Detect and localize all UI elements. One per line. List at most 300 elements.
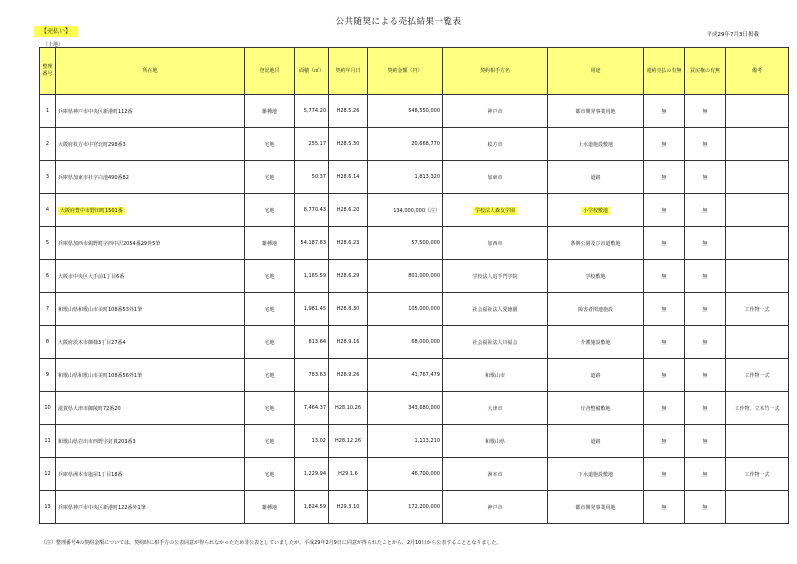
cell-location [56,425,245,458]
cell-party-text: 神戸市 [487,108,503,115]
cell-amount-text: 1,813,320 [414,174,440,180]
cell-cancel [644,128,685,161]
cell-restrict [685,326,726,359]
cell-remarks-text: 工作物一式 [744,372,770,379]
cell-area [295,458,329,491]
cell-location [56,326,245,359]
cell-cancel [644,359,685,392]
cell-restrict [685,359,726,392]
cell-area [295,260,329,293]
table-row [40,326,789,359]
header-area: 面積（㎡） [295,48,329,95]
cell-no-text: 4 [45,207,50,213]
cell-category [245,260,295,293]
cell-party [443,260,548,293]
cell-remarks [726,161,789,194]
cell-contract-date-text: H28.10.26 [334,405,362,411]
table-row [40,260,789,293]
cell-use [548,293,644,326]
cell-area [295,326,329,359]
cell-cancel [644,260,685,293]
cell-area-text: 54,187.83 [300,240,326,246]
cell-area-text: 13.02 [311,438,326,444]
cell-location [56,227,245,260]
cell-no-text: 7 [45,306,50,312]
cell-party-text: 大津市 [487,405,503,412]
cell-cancel-text: 無 [661,306,667,313]
cell-category-text: 宅地 [264,207,275,214]
cell-amount [368,359,443,392]
table-row [40,425,789,458]
cell-party [443,326,548,359]
cell-contract-date-text: H28.12.26 [334,438,362,444]
cell-category-text: 宅地 [264,273,275,280]
page-title: 公共随契による売払結果一覧表 [335,17,462,27]
section-label: 【売払い】 [34,26,78,37]
cell-remarks [726,425,789,458]
cell-category [245,161,295,194]
cell-contract-date-text: H28.6.29 [336,273,360,279]
cell-use-text: 条例公園及び市道敷地 [570,240,621,247]
cell-category [245,491,295,524]
cell-use-text: 小学校敷地 [582,207,608,214]
table-row [40,392,789,425]
cell-amount [368,293,443,326]
cell-no [40,293,56,326]
cell-contract-date-text: H29.3.10 [336,504,360,510]
cell-cancel [644,326,685,359]
cell-category-text: 宅地 [264,306,275,313]
cell-no [40,227,56,260]
cell-cancel [644,425,685,458]
cell-amount-text: 68,000,000 [411,339,440,345]
cell-use [548,326,644,359]
cell-contract-date [329,392,368,425]
table-row [40,293,789,326]
cell-contract-date [329,359,368,392]
cell-contract-date [329,161,368,194]
table-row [40,359,789,392]
cell-amount-text: 46,700,000 [411,471,440,477]
cell-no [40,491,56,524]
cell-area-text: 7,464.37 [303,405,326,411]
cell-party [443,128,548,161]
cell-restrict [685,95,726,128]
cell-use-text: 道路 [590,438,601,445]
cell-no [40,359,56,392]
cell-area [295,293,329,326]
cell-contract-date [329,260,368,293]
cell-cancel [644,458,685,491]
cell-amount [368,326,443,359]
cell-area [295,227,329,260]
table-row [40,95,789,128]
cell-no-text: 11 [44,438,51,444]
cell-contract-date-text: H28.9.26 [336,372,360,378]
cell-location [56,293,245,326]
cell-party [443,458,548,491]
cell-restrict-text: 無 [702,306,708,313]
cell-location-text: 大阪市中央区大手前1丁目6番 [58,273,125,280]
cell-no [40,95,56,128]
cell-remarks [726,458,789,491]
cell-area [295,161,329,194]
cell-location [56,128,245,161]
cell-amount-text: 41,767,479 [411,372,440,378]
cell-cancel [644,194,685,227]
cell-location [56,260,245,293]
cell-location-text: 大阪府茨木市御様3丁目27番4 [58,339,126,346]
header-restrict: 買戻権の有無 [685,48,726,95]
cell-area-text: 255.17 [308,141,326,147]
cell-contract-date [329,95,368,128]
cell-restrict [685,128,726,161]
cell-amount-text: 172,200,000 [408,504,440,510]
cell-no [40,128,56,161]
footnote: （注）整理番号4の契約金額については、契約時に相手方の公表同意が得られなかったため非公表としていましたが、平成29年2月9日に同意が得られたことから、2月10日から公表することとなりました。 [41,540,502,546]
cell-use [548,458,644,491]
cell-category [245,95,295,128]
header-location: 所在地 [56,48,245,95]
cell-category [245,128,295,161]
cell-use-text: 上水道施設敷地 [577,141,613,148]
cell-use [548,425,644,458]
cell-no-text: 5 [45,240,50,246]
cell-amount-text: 1,113,210 [414,438,440,444]
cell-cancel-text: 無 [661,207,667,214]
cell-no [40,194,56,227]
cell-use [548,491,644,524]
cell-restrict-text: 無 [702,504,708,511]
cell-no-text: 6 [45,273,50,279]
cell-remarks-text: 工作物一式 [744,306,770,313]
cell-area [295,128,329,161]
table-row [40,128,789,161]
table-row [40,491,789,524]
cell-no [40,392,56,425]
cell-restrict [685,194,726,227]
cell-restrict-text: 無 [702,405,708,412]
cell-restrict-text: 無 [702,240,708,247]
cell-contract-date [329,326,368,359]
cell-cancel-text: 無 [661,471,667,478]
cell-location-text: 兵庫県神戸市中央区新港町112番 [58,108,133,115]
header-cancel: 違約売払の有無 [644,48,685,95]
cell-party-text: 洲本市 [487,471,503,478]
cell-restrict-text: 無 [702,339,708,346]
cell-use-text: 都市開発事業用地 [575,504,616,511]
cell-cancel-text: 無 [661,339,667,346]
cell-restrict [685,260,726,293]
cell-restrict [685,392,726,425]
cell-party [443,227,548,260]
cell-use-text: 障害者関連施設 [577,306,613,313]
cell-location-text: 和歌山県和歌山市美町108番56外1筆 [58,372,143,379]
cell-category-text: 宅地 [264,438,275,445]
cell-party [443,95,548,128]
cell-contract-date [329,425,368,458]
cell-use [548,95,644,128]
cell-amount [368,491,443,524]
cell-party [443,392,548,425]
cell-use-text: 下水道施設敷地 [577,471,613,478]
cell-party-text: 和歌山市 [484,372,505,379]
cell-use [548,227,644,260]
cell-location [56,491,245,524]
header-remarks: 備考 [726,48,789,95]
cell-use-text: 庁舎整備敷地 [580,405,611,412]
cell-contract-date [329,491,368,524]
cell-area-text: 8,770.43 [303,207,326,213]
cell-use-text: 道路 [590,372,601,379]
cell-location [56,161,245,194]
cell-restrict-text: 無 [702,108,708,115]
cell-area [295,95,329,128]
cell-category-text: 雑種地 [261,108,277,115]
cell-location [56,392,245,425]
cell-no-text: 12 [44,471,51,477]
cell-cancel-text: 無 [661,372,667,379]
cell-category [245,425,295,458]
cell-category [245,359,295,392]
cell-restrict [685,161,726,194]
cell-party-text: 加西市 [487,240,503,247]
header-amount: 契約金額（円） [368,48,443,95]
cell-category-text: 宅地 [264,372,275,379]
cell-remarks-text: 工作物、立木竹一式 [734,405,780,412]
cell-area-text: 813.64 [308,339,326,345]
cell-cancel-text: 無 [661,108,667,115]
cell-location-text: 和歌山県和歌山市美町108番53外1筆 [58,306,143,313]
cell-restrict [685,425,726,458]
cell-use [548,359,644,392]
cell-party-text: 加東市 [487,174,503,181]
cell-amount-text: 801,000,000 [408,273,440,279]
cell-category [245,194,295,227]
publication-date: 平成29年7月3日掲載 [706,32,759,38]
cell-no-text: 2 [45,141,50,147]
cell-remarks [726,260,789,293]
table-row [40,227,789,260]
cell-use-text: 学校敷地 [585,273,606,280]
cell-cancel [644,491,685,524]
cell-category [245,326,295,359]
cell-remarks [726,491,789,524]
cell-restrict-text: 無 [702,372,708,379]
cell-party [443,161,548,194]
header-category: 登記地目 [245,48,295,95]
cell-area-text: 1,165.59 [303,273,326,279]
cell-category-text: 宅地 [264,339,275,346]
cell-restrict-text: 無 [702,438,708,445]
cell-location [56,458,245,491]
cell-party-text: 神戸市 [487,504,503,511]
cell-cancel-text: 無 [661,141,667,148]
cell-restrict-text: 無 [702,207,708,214]
cell-location-text: 兵庫県加西市鶉野町字西中沢2054番29外5筆 [58,240,161,247]
cell-cancel [644,392,685,425]
cell-remarks [726,95,789,128]
header-contract-date: 契約年月日 [329,48,368,95]
cell-location-text: 兵庫県加東市社字白池490番82 [58,174,129,181]
cell-party [443,491,548,524]
cell-location-text: 和歌山県岩出市西野字釘貫203番3 [58,438,136,445]
cell-no [40,326,56,359]
cell-area-text: 1,824.59 [303,504,326,510]
cell-location-text: 兵庫県洲本市塩屋1丁目18番 [58,471,123,478]
cell-cancel-text: 無 [661,240,667,247]
cell-category-text: 雑種地 [261,240,277,247]
cell-contract-date-text: H28.5.26 [336,108,360,114]
cell-remarks [726,392,789,425]
cell-restrict [685,227,726,260]
cell-restrict-text: 無 [702,471,708,478]
cell-party-text: 学校法人森友学園 [474,207,515,214]
cell-amount [368,458,443,491]
cell-amount-text: 134,000,000（注） [393,207,440,214]
cell-party [443,293,548,326]
cell-location-text: 大阪府豊中市野田町1501番 [60,207,123,214]
cell-party-text: 社会福祉法人愛徳園 [472,306,518,313]
cell-contract-date-text: H28.8.30 [336,306,360,312]
cell-amount [368,260,443,293]
cell-contract-date [329,458,368,491]
cell-use [548,392,644,425]
cell-use [548,260,644,293]
cell-use [548,194,644,227]
cell-party [443,359,548,392]
cell-contract-date-text: H28.6.23 [336,240,360,246]
cell-area-text: 783.63 [308,372,326,378]
cell-party [443,194,548,227]
cell-area-text: 1,229.94 [303,471,326,477]
cell-area [295,425,329,458]
cell-area-text: 50.37 [311,174,326,180]
cell-no-text: 10 [44,405,51,411]
cell-area [295,359,329,392]
cell-category [245,458,295,491]
cell-remarks [726,128,789,161]
cell-no-text: 9 [45,372,50,378]
cell-contract-date-text: H28.6.14 [336,174,360,180]
cell-category-text: 雑種地 [261,504,277,511]
cell-amount [368,227,443,260]
cell-area [295,194,329,227]
cell-party-text: 和歌山県 [484,438,505,445]
cell-amount [368,161,443,194]
cell-cancel-text: 無 [661,504,667,511]
cell-amount [368,95,443,128]
cell-amount-text: 57,500,000 [411,240,440,246]
cell-no [40,260,56,293]
cell-category [245,227,295,260]
table-row [40,161,789,194]
cell-cancel-text: 無 [661,273,667,280]
cell-location-text: 大阪府枚方市中宮北町298番3 [58,141,126,148]
cell-restrict [685,458,726,491]
cell-area [295,392,329,425]
cell-amount-text: 343,680,000 [408,405,440,411]
cell-contract-date-text: H28.5.30 [336,141,360,147]
cell-use-text: 介護施設敷地 [580,339,611,346]
cell-no-text: 3 [45,174,50,180]
cell-amount-text: 105,000,000 [408,306,440,312]
cell-restrict-text: 無 [702,141,708,148]
cell-party-text: 枚方市 [487,141,503,148]
cell-no [40,161,56,194]
cell-contract-date-text: H29.1.6 [338,471,358,477]
cell-restrict-text: 無 [702,174,708,181]
cell-location [56,359,245,392]
cell-remarks-text: 工作物一式 [744,471,770,478]
cell-area-text: 1,981.45 [303,306,326,312]
cell-no [40,458,56,491]
cell-remarks [726,194,789,227]
header-use: 用途 [548,48,644,95]
cell-location-text: 滋賀県大津市御陵町72番20 [58,405,121,412]
cell-cancel-text: 無 [661,405,667,412]
cell-category-text: 宅地 [264,471,275,478]
cell-contract-date [329,128,368,161]
cell-amount [368,194,443,227]
cell-remarks [726,326,789,359]
cell-cancel [644,161,685,194]
cell-remarks [726,359,789,392]
cell-no-text: 8 [45,339,50,345]
cell-amount-text: 548,550,000 [408,108,440,114]
cell-use-text: 道路 [590,174,601,181]
cell-cancel-text: 無 [661,174,667,181]
cell-party [443,425,548,458]
cell-contract-date-text: H28.6.20 [336,207,360,213]
cell-restrict-text: 無 [702,273,708,280]
cell-contract-date [329,293,368,326]
cell-location [56,95,245,128]
cell-location-text: 兵庫県神戸市中央区新港町122番外1筆 [58,504,146,511]
results-table [39,47,789,524]
cell-use [548,161,644,194]
cell-no-text: 13 [44,504,51,510]
cell-remarks [726,227,789,260]
cell-cancel [644,227,685,260]
cell-amount-text: 20,668,770 [411,141,440,147]
cell-category [245,392,295,425]
cell-amount [368,128,443,161]
cell-contract-date [329,194,368,227]
cell-no [40,425,56,458]
header-no: 整理番号 [40,48,56,95]
cell-category-text: 宅地 [264,174,275,181]
cell-cancel [644,293,685,326]
cell-location [56,194,245,227]
cell-cancel-text: 無 [661,438,667,445]
cell-use [548,128,644,161]
cell-amount [368,392,443,425]
cell-contract-date [329,227,368,260]
table-row [40,194,789,227]
kind-label: （土地） [43,42,64,48]
cell-party-text: 社会福祉法人川福会 [472,339,518,346]
cell-contract-date-text: H28.9.16 [336,339,360,345]
table-row [40,458,789,491]
header-party: 契約相手方名 [443,48,548,95]
cell-area-text: 5,774.20 [303,108,326,114]
cell-category [245,293,295,326]
cell-use-text: 都市開発事業用地 [575,108,616,115]
cell-cancel [644,95,685,128]
cell-area [295,491,329,524]
cell-remarks [726,293,789,326]
